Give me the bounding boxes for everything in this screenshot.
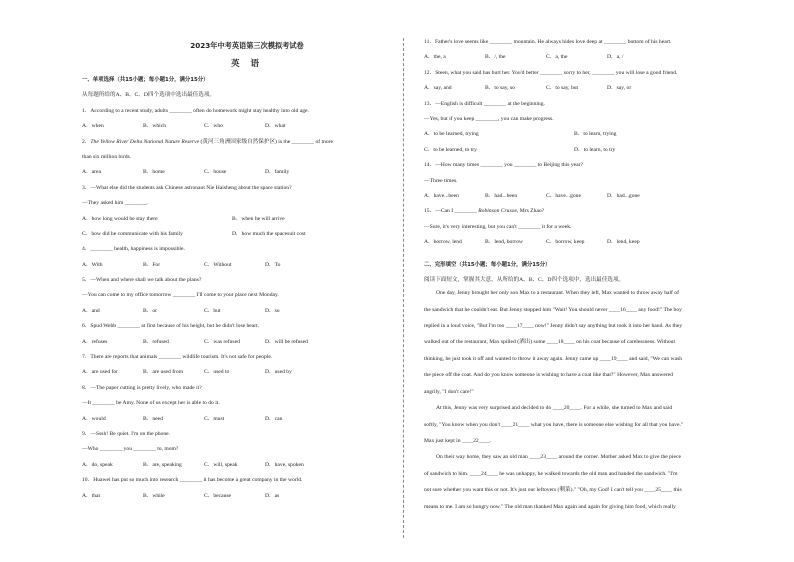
answer-option: D．a, / [607, 54, 624, 61]
answer-option: A．to be learned, trying [424, 131, 479, 138]
answer-option: B．when he will arrive [232, 215, 285, 222]
question-text: —It ________ be Amy. None of us except her is able to do it. [82, 400, 220, 407]
question-text: 10．Huawei has put so much into research ________ it has become a great company in the world. [82, 477, 303, 484]
passage-line: At this, Jenny was very surprised and decided to do ____20____. For a while, she turned to Max and said [436, 405, 673, 412]
question-text: 6．Spud Webb ________ at first because of his height, but he didn't lose heart. [82, 323, 260, 330]
option-row [82, 168, 412, 176]
right-column [424, 38, 754, 515]
answer-option: D．To [265, 261, 281, 268]
option-row [424, 192, 754, 200]
answer-option: B．/, the [485, 54, 506, 61]
option-row [424, 146, 754, 154]
answer-option: B．are, speaking [143, 461, 182, 468]
left-column [82, 38, 412, 507]
question-text: 7．There are reports that animals ________ wildlife tourism. It's not safe for people. [82, 354, 273, 361]
question-text: 4．________ health, happiness is impossible. [82, 246, 185, 253]
option-row [424, 238, 754, 246]
answer-option: D．had...gone [607, 192, 640, 199]
passage-line: walked out of the restaurant, Max spilled (洒出) some ____18____ on his coat because of carelessness. Without [424, 339, 676, 346]
question-text: 12．Steen, what you said has hurt her. You'd better ________ sorry to her, ________ you will lose a good friend. [424, 69, 678, 76]
answer-option: C．used to [204, 369, 230, 376]
section-2-heading: 二、完形填空（共15小题；每小题1分，满分15分） [424, 261, 551, 268]
section-2-instruction: 阅读下面短文，掌握其大意，从所给的A、B、C、D四个选项中，选出最佳选项。 [424, 277, 625, 284]
answer-option: D．how much the spacesuit cost [232, 230, 306, 237]
answer-option: A．do, speak [82, 461, 113, 468]
question-text: —You can come to my office tomorrow ________ I'll come to your place next Monday. [82, 292, 279, 299]
answer-option: A．would [82, 415, 106, 422]
question-text: —Three times. [424, 177, 458, 184]
passage-line: Max just kept in ____22____. [424, 437, 492, 444]
answer-option: D．can [265, 415, 283, 422]
answer-option: A．and [82, 307, 100, 314]
question-text: —They asked him ________. [82, 200, 149, 207]
answer-option: A．that [82, 492, 101, 499]
option-row [82, 461, 412, 469]
question-text: 13．—English is difficult ________ at the beginning. [424, 100, 545, 107]
answer-option: D．used by [265, 369, 292, 376]
passage-line: One day, Jenny brought her only son Max to a restaurant. When they left, Max wanted to throw away half of [436, 290, 679, 297]
answer-option: A．how long would he stay there [82, 215, 158, 222]
question-text: 5．—When and where shall we talk about the plans? [82, 277, 202, 284]
question-text: 1．According to a recent study, adults ________ often do homework might stay healthy into old age. [82, 107, 309, 114]
question-text: —Yes, but if you keep ________, you can make progress. [424, 115, 554, 122]
answer-option: A．the, a [424, 54, 446, 61]
answer-option: A．area [82, 169, 101, 176]
option-row [82, 338, 412, 346]
answer-option: C．will, speak [204, 461, 238, 468]
question-text: 2．The Yellow River Delta National Nature Reserve (黄河三角洲国家级自然保护区) is the ________ of more [82, 138, 333, 145]
answer-option: A．are used for [82, 369, 119, 376]
answer-option: D．have, spoken [265, 461, 304, 468]
question-text: than six million birds. [82, 153, 132, 160]
question-text: —Who ________ you ________ to, mom? [82, 446, 179, 453]
answer-option: D．will be refused [265, 338, 308, 345]
question-list-right [424, 38, 754, 253]
passage-line: softly, "You know when you don't ____21____ what you have, there is someone else wishing for all that you have." [424, 421, 684, 428]
answer-option: D．say, or [607, 85, 632, 92]
answer-option: C．who [204, 123, 223, 130]
answer-option: B．For [143, 261, 161, 268]
passage-line: the sandwich that he couldn't eat. But Jenny stopped him "Wait! You should never ____16____ any food!" The boy [424, 306, 682, 313]
answer-option: C．to say, but [546, 85, 579, 92]
answer-option: B．or [143, 307, 157, 314]
answer-option: A．when [82, 123, 104, 130]
answer-option: D．lend, keep [607, 239, 640, 246]
answer-option: C．borrow, keep [546, 239, 585, 246]
question-list-left [82, 107, 412, 507]
answer-option: C．because [204, 492, 232, 499]
question-text: 15．—Can I ________ Robinson Crusoe, Mrs Zhao? [424, 208, 545, 215]
answer-option: D．family [265, 169, 290, 176]
option-row [82, 368, 412, 376]
option-row [82, 261, 412, 269]
answer-option: C．how did he communicate with his family [82, 230, 183, 237]
section-1-instruction: 从每题所给的A、B、C、D四个选项中选出最佳选项。 [82, 92, 216, 99]
answer-option: B．are used from [143, 369, 184, 376]
passage-line: the piece off the coat. And do you know someone is wishing to have a coat like that?" However, Max answered [424, 372, 673, 379]
answer-option: C．to be learned, to try [424, 146, 477, 153]
answer-option: A．With [82, 261, 103, 268]
option-row [424, 130, 754, 138]
answer-option: D．to learn, to try [574, 146, 616, 153]
answer-option: B．had...been [485, 192, 518, 199]
question-text: 11．Father's love seems like ________ mountain. He always hides love deep at ________ bottom of his heart. [424, 39, 672, 45]
answer-option: B．home [143, 169, 165, 176]
answer-option: C．but [204, 307, 221, 314]
answer-option: D．so [265, 307, 280, 314]
option-row [82, 415, 412, 423]
subject-heading: 英 语 [231, 59, 263, 69]
answer-option: B．lend, borrow [485, 239, 523, 246]
question-text: 8．—The paper cutting is pretty lively, who made it? [82, 384, 202, 391]
answer-option: C．house [204, 169, 227, 176]
question-text: 14．—How many times ________ you ________ to Beijing this year? [424, 162, 583, 169]
answer-option: A．say, and [424, 85, 452, 92]
option-row [424, 84, 754, 92]
answer-option: A．borrow, lend [424, 239, 462, 246]
answer-option: B．refused [143, 338, 169, 345]
option-row [82, 215, 412, 223]
option-row [82, 122, 412, 130]
exam-title: 2023年中考英语第三次模拟考试卷 [190, 41, 304, 50]
answer-option: B．to say, so [485, 85, 515, 92]
passage-line: angrily, "I don't care!" [424, 388, 474, 395]
answer-option: C．Without [204, 261, 232, 268]
passage-line: not sure whether you want this or not. It's just our leftovers (剩菜)." "Oh, my God! I can't tell you ____25____ this [424, 487, 682, 494]
question-text: 3．—What else did the students ask Chinese astronaut Nie Haisheng about the space station? [82, 184, 292, 191]
answer-option: C．a, the [546, 54, 568, 61]
section-1-heading: 一、单项选择（共15小题；每小题1分，满分15分） [82, 77, 209, 83]
cloze-passage [424, 285, 754, 515]
passage-line: means to me. I am so hungry now." The old man thanked Max again and again for giving him food, which really [424, 503, 676, 510]
option-row [82, 492, 412, 500]
answer-option: C．was refused [204, 338, 240, 345]
answer-option: B．need [143, 415, 163, 422]
option-row [82, 230, 412, 238]
question-text: —Sure, it's very interesting, but you can't ________ it for a week. [424, 223, 572, 230]
answer-option: A．have...been [424, 192, 459, 199]
passage-line: of sandwich to him. ____24____ he was unhappy, he walked towards the old man and handed the sandwich. "I'm [424, 470, 678, 477]
answer-option: D．what [265, 123, 286, 130]
passage-line: On their way home, they saw an old man ____23____ around the corner. Mother asked Max to give the piece [436, 454, 681, 461]
question-text: 9．—Sssh! Be quiet. I'm on the phone. [82, 430, 171, 437]
answer-option: C．have...gone [546, 192, 581, 199]
passage-line: replied in a loud voice, "But I'm too ____17____ now!" Jenny didn't say anything but took it into her hand. As they [424, 323, 683, 330]
option-row [82, 307, 412, 315]
answer-option: B．to learn, trying [574, 131, 617, 138]
answer-option: B．which [143, 123, 166, 130]
option-row [424, 53, 754, 61]
answer-option: C．must [204, 415, 225, 422]
answer-option: D．as [265, 492, 280, 499]
passage-line: thinking, he just took it off and wanted to throw it away again. Jenny came up ____19____ and said, "We can wash [424, 355, 683, 362]
answer-option: A．refuses [82, 338, 108, 345]
answer-option: B．while [143, 492, 165, 499]
